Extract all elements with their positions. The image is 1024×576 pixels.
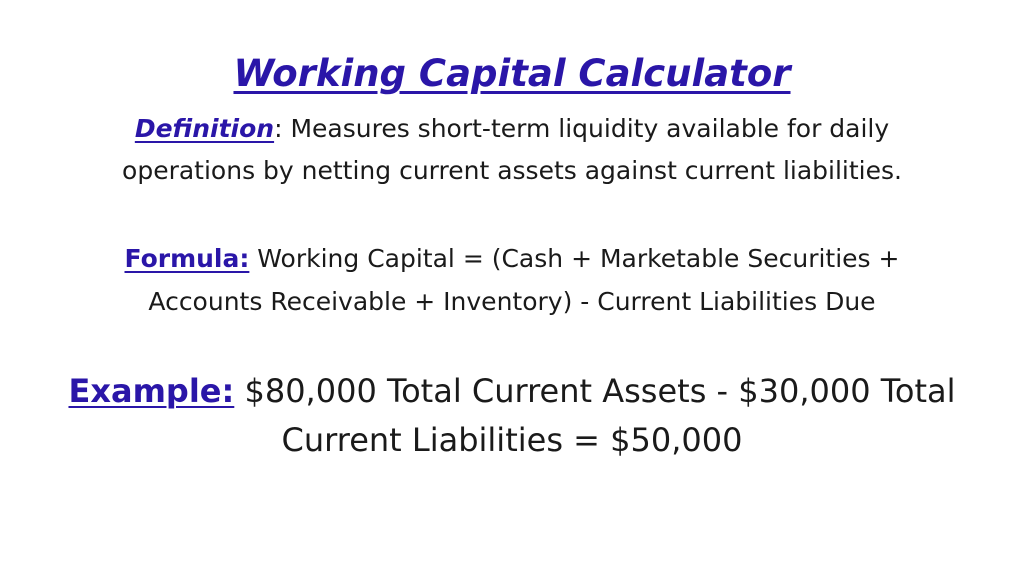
formula-text-1: Working Capital = (Cash + Marketable Securities +: [249, 244, 900, 273]
page-title: Working Capital Calculator: [233, 52, 791, 95]
definition-line-1: [0, 108, 1024, 150]
example-label: Example:: [68, 372, 235, 410]
definition-text-1: Measures short-term liquidity available for daily: [282, 114, 890, 143]
formula-section: [0, 237, 1024, 323]
formula-line-1: [0, 237, 1024, 280]
example-section: [0, 367, 1024, 465]
definition-label: Definition: [134, 114, 275, 143]
example-text-1: $80,000 Total Current Assets - $30,000 Total: [234, 372, 956, 410]
definition-text-2: operations by netting current assets against current liabilities.: [122, 156, 902, 185]
example-line-1: [0, 367, 1024, 416]
formula-text-2: Accounts Receivable + Inventory) - Current Liabilities Due: [148, 287, 876, 316]
definition-section: [0, 108, 1024, 192]
formula-label: Formula:: [124, 244, 250, 273]
example-text-2: Current Liabilities = $50,000: [281, 421, 743, 459]
definition-separator: :: [274, 114, 283, 143]
